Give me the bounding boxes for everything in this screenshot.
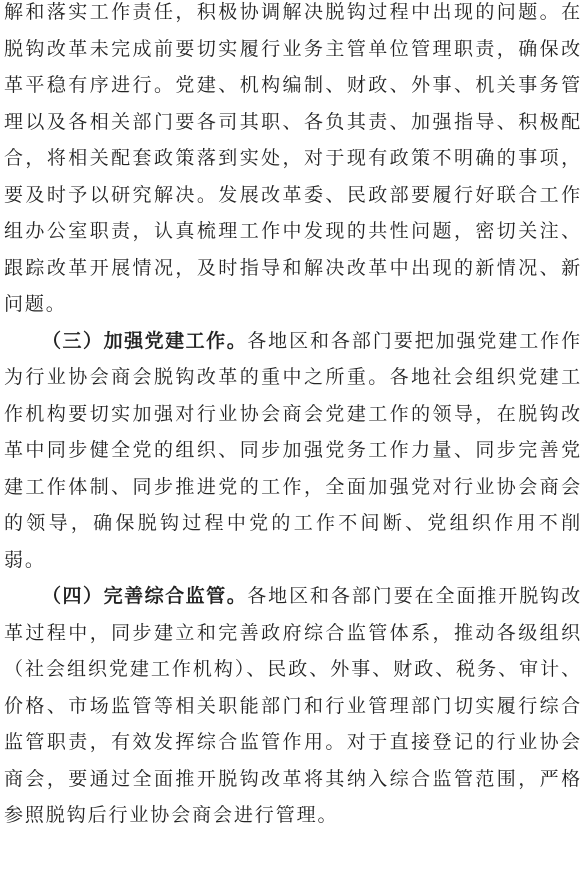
paragraph-body: 各地区和各部门要把加强党建工作作为行业协会商会脱钩改革的重中之所重。各地社会组织党建工作机构要切实加强对行业协会商会党建工作的领导，在脱钩改革中同步健全党的组织、同步加强党务工作力量、同步完善党建工作体制、同步推进党的工作，全面加强党对行业协会商会的领导，确保脱钩过程中党的工作不间断、党组织作用不削弱。	[4, 329, 582, 571]
paragraph-supervision	[4, 578, 582, 834]
section-heading: （三）加强党建工作。	[42, 329, 248, 352]
paragraph-continuation	[4, 0, 582, 323]
paragraph-body: 各地区和各部门要在全面推开脱钩改革过程中，同步建立和完善政府综合监管体系，推动各级组织（社会组织党建工作机构）、民政、外事、财政、税务、审计、价格、市场监管等相关职能部门和行业管理部门切实履行综合监管职责，有效发挥综合监管作用。对于直接登记的行业协会商会，要通过全面推开脱钩改革将其纳入综合监管范围，严格参照脱钩后行业协会商会进行管理。	[4, 585, 582, 826]
paragraph-body: 解和落实工作责任，积极协调解决脱钩过程中出现的问题。在脱钩改革未完成前要切实履行业务主管单位管理职责，确保改革平稳有序进行。党建、机构编制、财政、外事、机关事务管理以及各相关部门要各司其职、各负其责、加强指导、积极配合，将相关配套政策落到实处，对于现有政策不明确的事项，要及时予以研究解决。发展改革委、民政部要履行好联合工作组办公室职责，认真梳理工作中发现的共性问题，密切关注、跟踪改革开展情况，及时指导和解决改革中出现的新情况、新问题。	[4, 1, 582, 315]
paragraph-party-building	[4, 323, 582, 579]
section-heading: （四）完善综合监管。	[42, 585, 248, 607]
